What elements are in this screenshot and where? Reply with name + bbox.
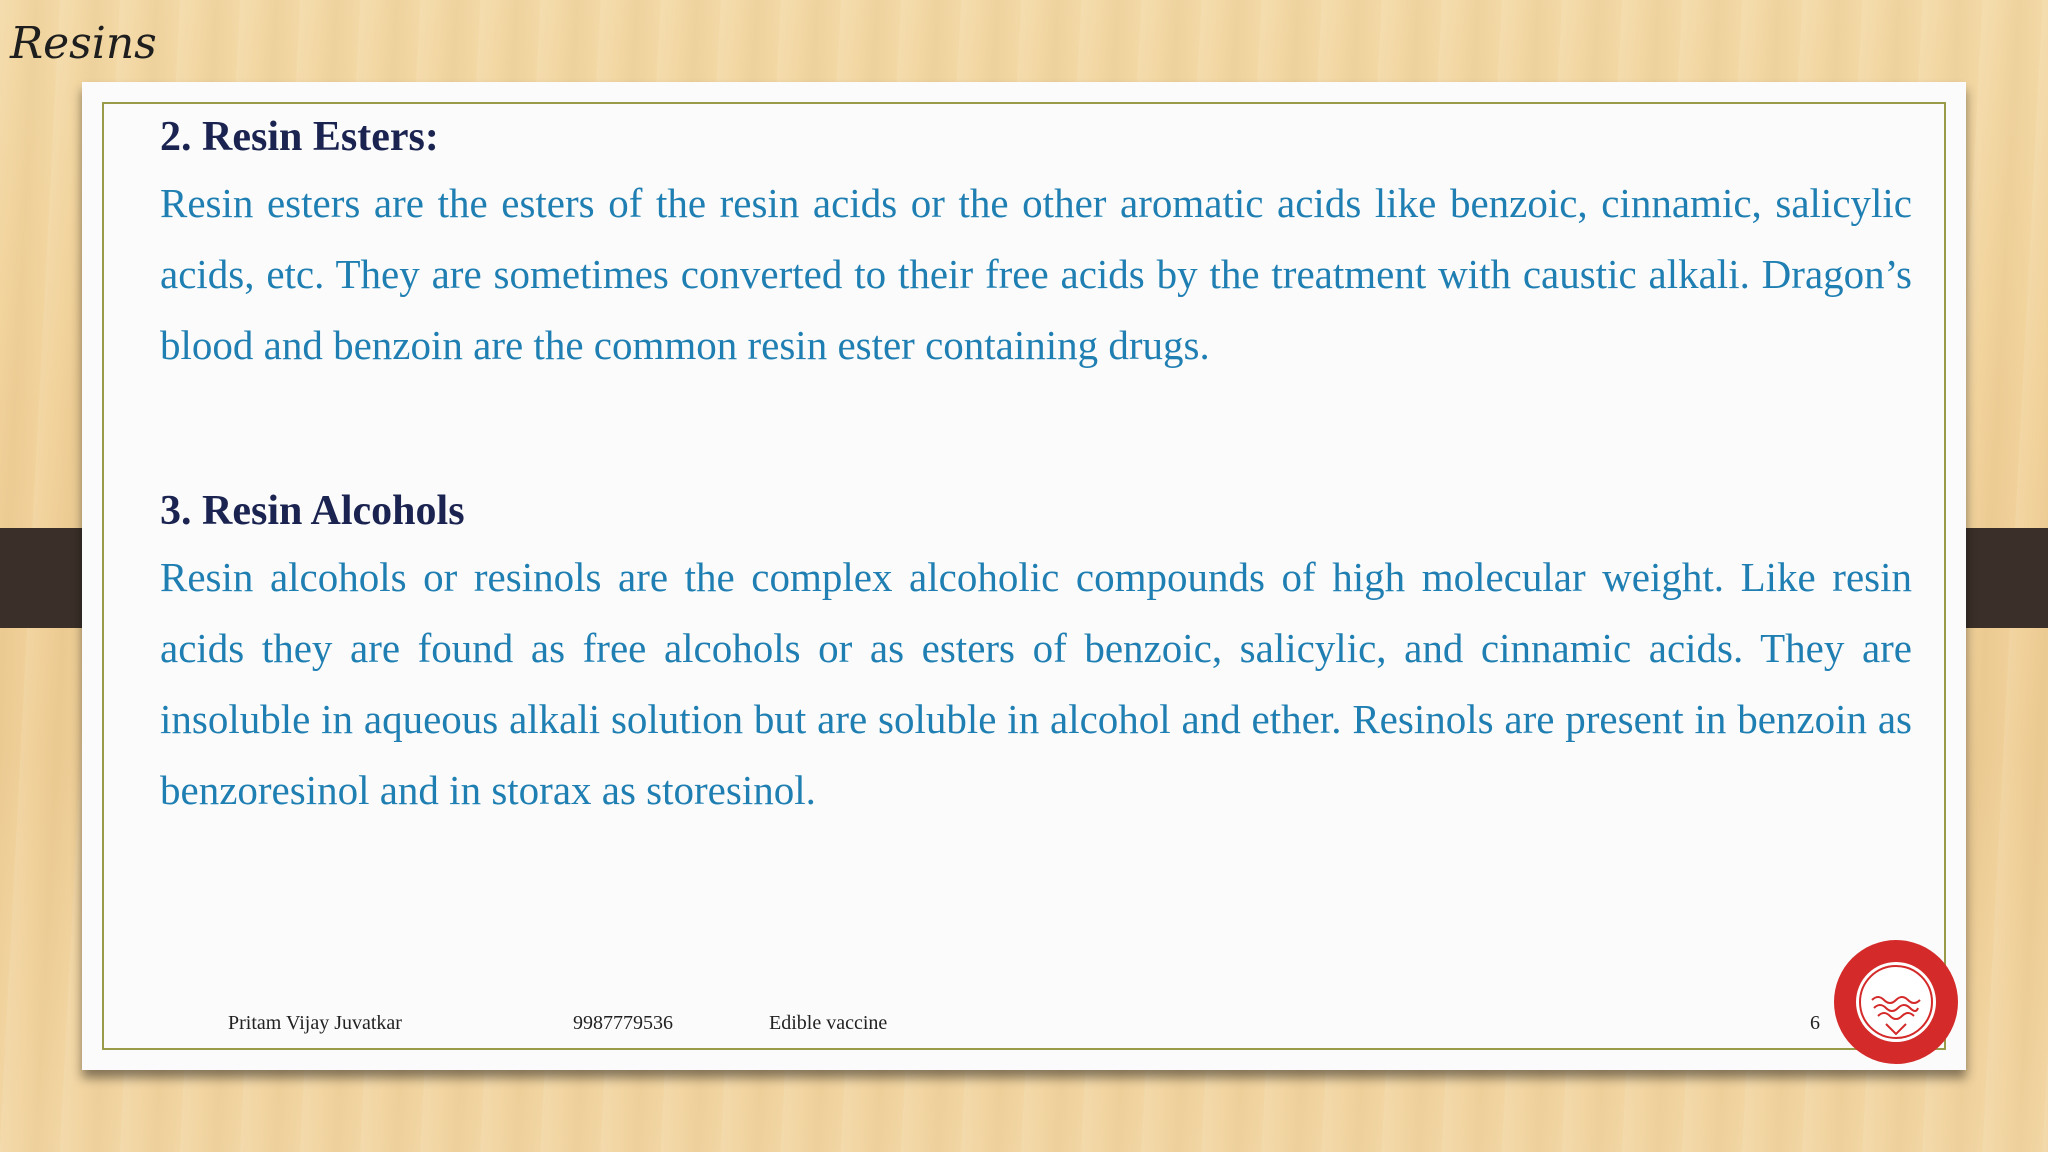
footer-topic: Edible vaccine [769, 1012, 888, 1034]
section-heading: 3. Resin Alcohols [160, 488, 465, 534]
section-body: Resin esters are the esters of the resin acids or the other aromatic acids like benzoic, cinnamic, salicylic acids, etc. They are sometimes converted to their free acids by the treatment with caustic alkali. Dragon’s blood and benzoin are the common resin ester containing drugs. [160, 180, 1912, 368]
section-resin-esters [160, 112, 1912, 381]
slide-card [82, 82, 1966, 1070]
section-resin-alcohols [160, 486, 1912, 826]
konkan-gyanpeeth-seal-logo [1832, 938, 1960, 1066]
section-body: Resin alcohols or resinols are the complex alcoholic compounds of high molecular weight. Like resin acids they are found as free alcohols or as esters of benzoic, salicylic, and cinnamic acids. They are insoluble in aqueous alkali solution but are soluble in alcohol and ether. Resinols are present in benzoin as benzoresinol and in storax as storesinol. [160, 554, 1912, 813]
section-heading: 2. Resin Esters: [160, 114, 439, 160]
footer-author: Pritam Vijay Juvatkar [228, 1012, 402, 1034]
footer-page-number: 6 [1810, 1012, 1820, 1034]
footer-phone: 9987779536 [573, 1012, 673, 1034]
deck-title: Resins [10, 18, 157, 69]
slide-content [160, 112, 1912, 826]
